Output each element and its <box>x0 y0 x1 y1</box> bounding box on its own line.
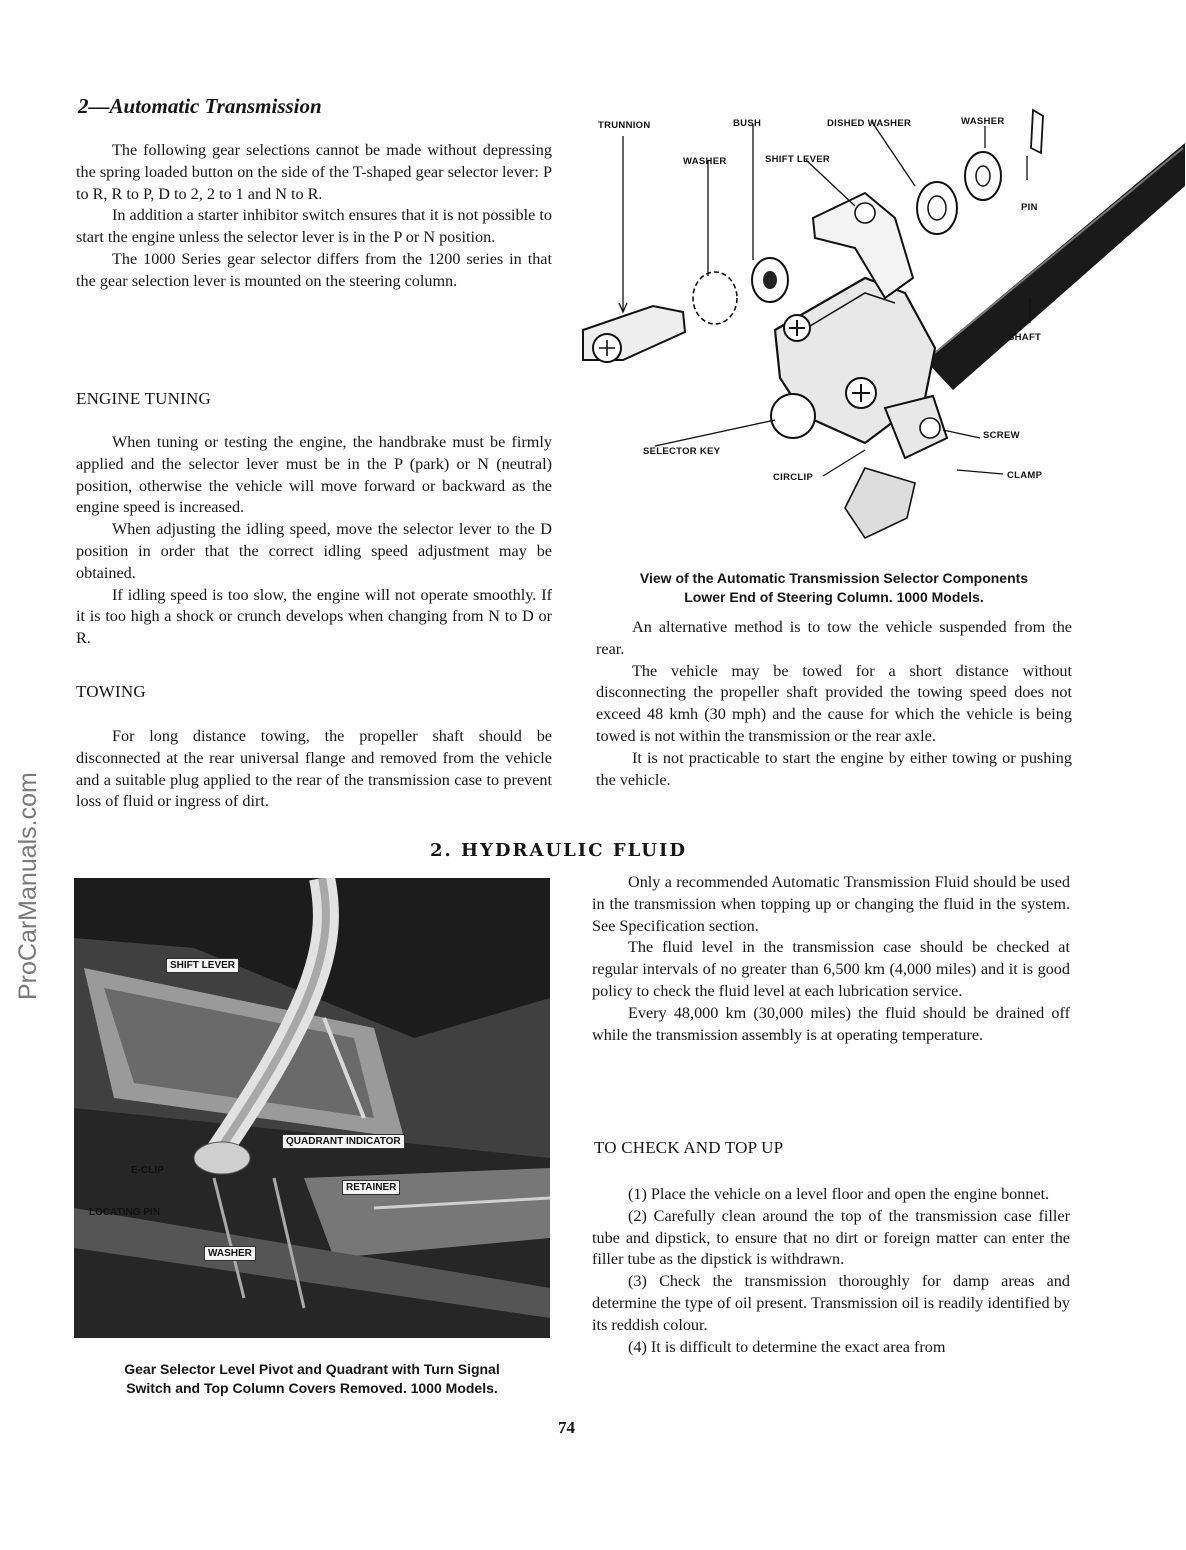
towing-paragraph: For long distance towing, the propeller shaft should be disconnected at the rear universal flange and removed from the vehicle and a suitable plug applied to the rear of the transmission case to prevent loss of fluid or ingress of dirt. <box>76 727 552 811</box>
engine-tuning-paragraph: When tuning or testing the engine, the handbrake must be firmly applied and the selector lever must be in the P (park) or N (neutral) position, otherwise the vehicle will move forward or backward as the engine speed is increased. <box>76 433 552 517</box>
photo-label-e-clip: E-CLIP <box>131 1165 164 1176</box>
section-title: 2—Automatic Transmission <box>78 94 322 118</box>
intro-text <box>76 140 552 293</box>
photo-label-locating-pin: LOCATING PIN <box>89 1207 160 1218</box>
right-paragraph: An alternative method is to tow the vehicle suspended from the rear. <box>596 618 1072 658</box>
label-trunnion: TRUNNION <box>598 120 651 131</box>
check-step: (2) Carefully clean around the top of the transmission case filler tube and dipstick, to ensure that no dirt or foreign matter can enter the filler tube as the dipstick is withdrawn. <box>592 1206 1070 1269</box>
photo-label-shift-lever: SHIFT LEVER <box>166 958 239 973</box>
label-shaft: SHAFT <box>1008 332 1042 343</box>
label-selector-key: SELECTOR KEY <box>643 446 721 457</box>
label-dished-washer: DISHED WASHER <box>827 118 912 129</box>
photo-label-washer: WASHER <box>204 1246 256 1261</box>
engine-tuning-text <box>76 432 552 650</box>
figure2-caption-line: Switch and Top Column Covers Removed. 1000 Models. <box>126 1380 498 1396</box>
check-step: (3) Check the transmission thoroughly for damp areas and determine the type of oil present. Transmission oil is readily identified by its reddish colour. <box>592 1272 1070 1334</box>
towing-text <box>76 726 552 813</box>
watermark: ProCarManuals.com <box>14 772 42 1000</box>
photo-label-quadrant-indicator: QUADRANT INDICATOR <box>282 1134 405 1149</box>
label-clamp: CLAMP <box>1007 470 1043 481</box>
figure1-caption-line: View of the Automatic Transmission Selector Components <box>639 570 1029 586</box>
figure2-caption <box>74 1360 550 1398</box>
label-shift-lever: SHIFT LEVER <box>765 154 831 165</box>
engine-tuning-paragraph: When adjusting the idling speed, move the selector lever to the D position in order that the correct idling speed adjustment may be obtained. <box>76 520 552 582</box>
hydraulic-paragraph: Only a recommended Automatic Transmission Fluid should be used in the transmission when topping up or changing the fluid in the system. See Specification section. <box>592 873 1070 935</box>
photo-label-retainer: RETAINER <box>342 1180 400 1195</box>
intro-paragraph: The 1000 Series gear selector differs from the 1200 series in that the gear selection lever is mounted on the steering column. <box>76 249 552 290</box>
figure1-caption-line: Lower End of Steering Column. 1000 Models. <box>684 589 984 605</box>
photo-image <box>74 878 550 1338</box>
figure1-caption <box>578 569 1090 607</box>
engine-tuning-paragraph: If idling speed is too slow, the engine will not operate smoothly. If it is too high a shock or crunch develops when changing from N to D or R. <box>76 585 552 648</box>
selector-components-diagram <box>565 98 1185 560</box>
figure2-caption-line: Gear Selector Level Pivot and Quadrant with Turn Signal <box>124 1361 500 1377</box>
engine-tuning-heading: ENGINE TUNING <box>76 389 211 408</box>
hydraulic-fluid-heading: 2. HYDRAULIC FLUID <box>430 840 687 861</box>
label-bush: BUSH <box>733 118 762 129</box>
hydraulic-fluid-text <box>592 872 1070 1046</box>
check-top-up-heading: TO CHECK AND TOP UP <box>594 1138 784 1157</box>
label-screw: SCREW <box>983 430 1020 441</box>
towing-continued-text <box>596 617 1072 791</box>
towing-heading: TOWING <box>76 682 146 701</box>
page-number: 74 <box>558 1418 575 1437</box>
check-step: (4) It is difficult to determine the exact area from <box>628 1337 946 1356</box>
label-pin: PIN <box>1021 202 1038 213</box>
right-paragraph: It is not practicable to start the engine by either towing or pushing the vehicle. <box>596 748 1072 789</box>
hydraulic-paragraph: Every 48,000 km (30,000 miles) the fluid should be drained off while the transmission assembly is at operating temperature. <box>592 1003 1070 1044</box>
hydraulic-paragraph: The fluid level in the transmission case should be checked at regular intervals of no greater than 6,500 km (4,000 miles) and it is good policy to check the fluid level at each lubrication service. <box>592 938 1070 1000</box>
check-top-up-text <box>592 1184 1070 1358</box>
label-circlip: CIRCLIP <box>773 472 814 483</box>
right-paragraph: The vehicle may be towed for a short distance without disconnecting the propeller shaft provided the towing speed does not exceed 48 kmh (30 mph) and the cause for which the vehicle is being towed is not within the transmission or the rear axle. <box>596 661 1072 745</box>
label-washer-top: WASHER <box>961 116 1005 127</box>
intro-paragraph: In addition a starter inhibitor switch ensures that it is not possible to start the engine unless the selector lever is in the P or N position. <box>76 206 552 247</box>
check-step: (1) Place the vehicle on a level floor and open the engine bonnet. <box>628 1185 1050 1203</box>
label-washer: WASHER <box>683 156 727 167</box>
gear-selector-photo <box>74 878 550 1338</box>
intro-paragraph: The following gear selections cannot be made without depressing the spring loaded button on the side of the T-shaped gear selector lever: P to R, R to P, D to 2, 2 to 1 and N to R. <box>76 141 552 203</box>
